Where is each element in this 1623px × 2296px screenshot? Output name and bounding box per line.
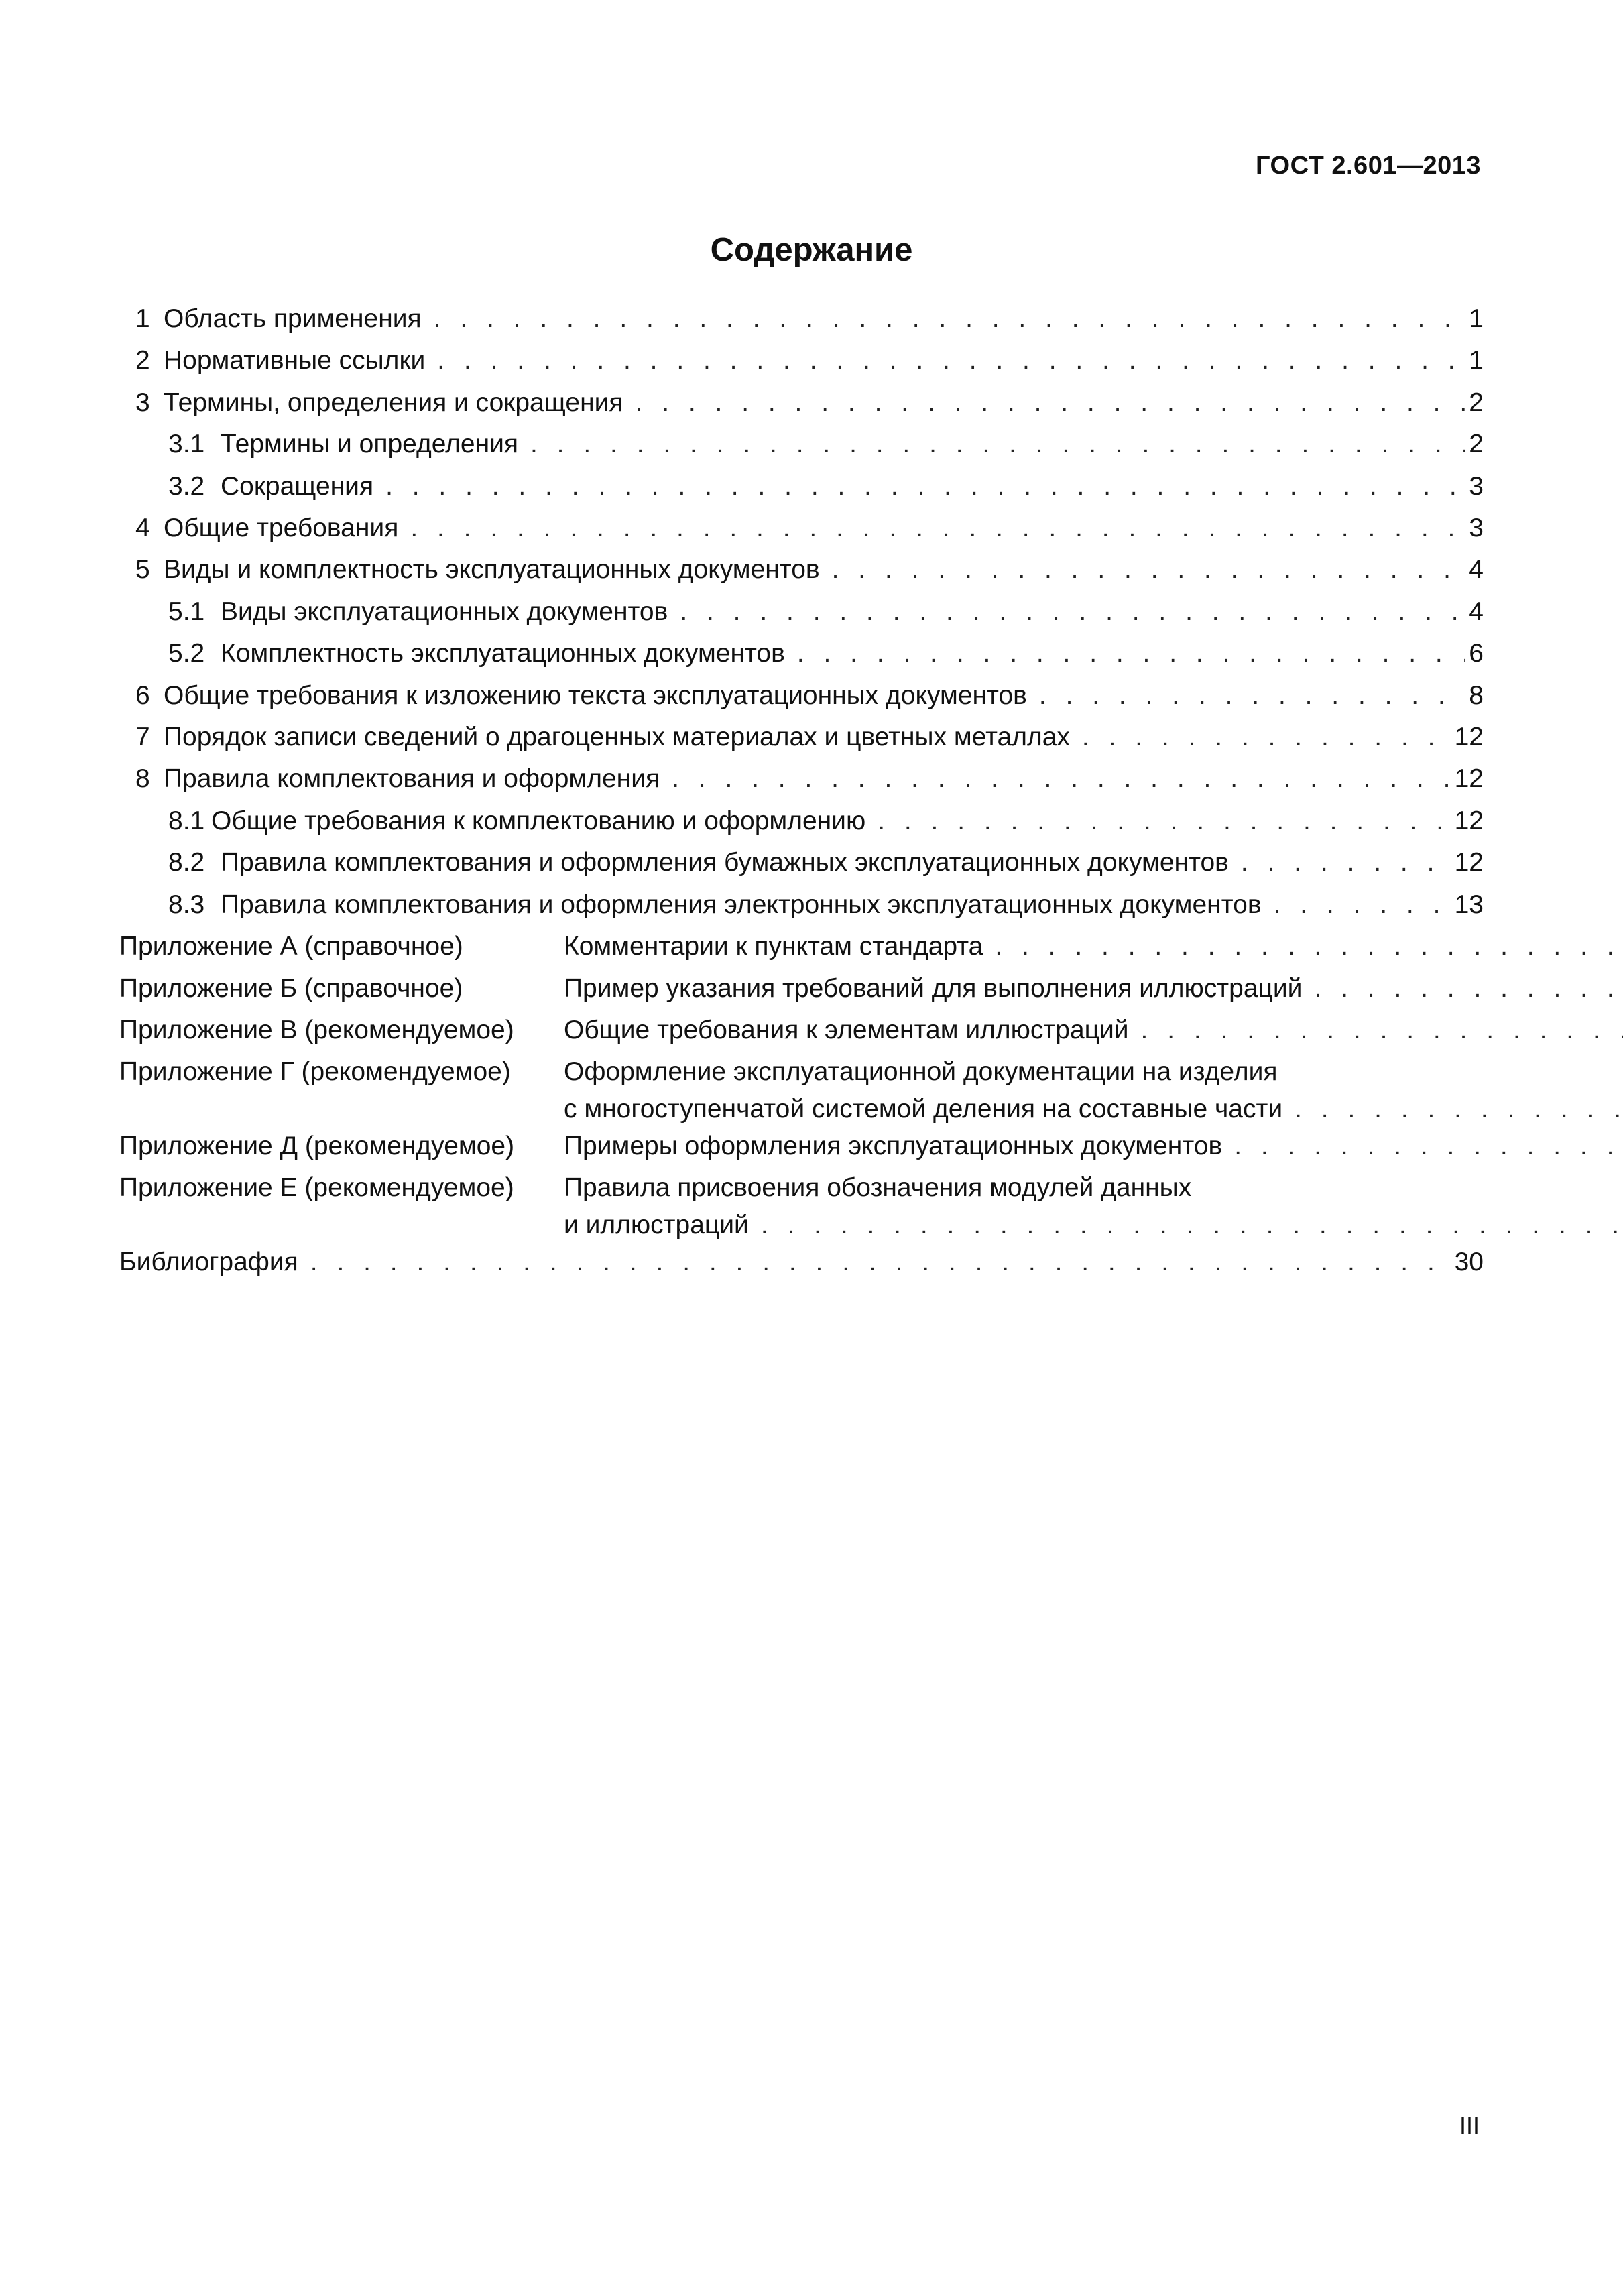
toc-entry-title: Порядок записи сведений о драгоценных материалах и цветных металлах xyxy=(164,723,1070,752)
dot-leader xyxy=(434,298,1465,340)
toc-entry-number: 5 xyxy=(135,555,150,585)
toc-entry-page: 12 xyxy=(1454,848,1484,878)
dot-leader xyxy=(832,549,1465,591)
appendix-label: Приложение Г (рекомендуемое) xyxy=(119,1057,511,1087)
toc-entry-3-2[interactable] xyxy=(119,466,1484,507)
toc-entry-title: Нормативные ссылки xyxy=(164,346,426,375)
toc-bibliography[interactable] xyxy=(119,1242,1484,1283)
toc-entry-2[interactable] xyxy=(119,340,1484,381)
document-code: ГОСТ 2.601—2013 xyxy=(1256,152,1481,180)
dot-leader xyxy=(530,424,1465,465)
dot-leader xyxy=(1141,1010,1623,1051)
toc-entry-number: 3.2 xyxy=(168,471,205,501)
dot-leader xyxy=(680,591,1465,633)
toc-entry-page: 13 xyxy=(1454,890,1484,919)
toc-entry-title: Сокращения xyxy=(221,471,374,501)
toc-appendix-b[interactable] xyxy=(119,968,1484,1010)
dot-leader xyxy=(761,1209,1623,1242)
dot-leader xyxy=(636,382,1465,424)
toc-appendix-a[interactable] xyxy=(119,926,1484,967)
toc-appendix-d[interactable] xyxy=(119,1126,1484,1167)
toc-entry-page: 12 xyxy=(1454,764,1484,794)
dot-leader xyxy=(797,633,1465,674)
toc-entry-title: Виды эксплуатационных документов xyxy=(221,597,668,626)
dot-leader xyxy=(1234,1126,1623,1167)
dot-leader xyxy=(437,340,1465,381)
toc-entry-7[interactable] xyxy=(119,717,1484,758)
toc-entry-3-1[interactable] xyxy=(119,424,1484,465)
dot-leader xyxy=(1241,842,1451,884)
toc-entry-number: 4 xyxy=(135,513,150,543)
page-number: III xyxy=(1459,2112,1480,2139)
toc-title: Содержание xyxy=(710,232,913,268)
toc-entry-number: 8.2 xyxy=(168,848,205,878)
toc-entry-number: 3.1 xyxy=(168,430,205,459)
toc-entry-number: 5.2 xyxy=(168,639,205,668)
dot-leader xyxy=(410,507,1465,549)
toc-entry-page: 4 xyxy=(1469,597,1484,626)
toc-appendix-e[interactable] xyxy=(119,1167,1484,1241)
toc-entry-number: 7 xyxy=(135,723,150,752)
dot-leader xyxy=(1039,675,1465,717)
bibliography-title: Библиография xyxy=(119,1247,298,1276)
appendix-title: Примеры оформления эксплуатационных документов xyxy=(564,1131,1223,1160)
appendix-title: Оформление эксплуатационной документации на изделия xyxy=(564,1057,1278,1087)
appendix-title: Общие требования к элементам иллюстраций xyxy=(564,1015,1129,1044)
toc-entry-8-3[interactable] xyxy=(119,884,1484,926)
toc-entry-5-1[interactable] xyxy=(119,591,1484,633)
toc-entry-title: Правила комплектования и оформления бумажных эксплуатационных документов xyxy=(221,848,1229,878)
toc-entry-8-2[interactable] xyxy=(119,842,1484,884)
toc-entry-5-2[interactable] xyxy=(119,633,1484,674)
table-of-contents xyxy=(119,298,1484,1283)
appendix-title-cont: с многоступенчатой системой деления на составные части xyxy=(564,1094,1283,1124)
toc-entry-8-1[interactable] xyxy=(119,800,1484,842)
toc-entry-number: 1 xyxy=(135,304,150,333)
toc-entry-page: 6 xyxy=(1469,639,1484,668)
toc-entry-page: 12 xyxy=(1454,806,1484,835)
dot-leader xyxy=(1082,717,1451,758)
dot-leader xyxy=(385,466,1465,507)
toc-entry-title: Область применения xyxy=(164,304,422,333)
toc-entry-page: 12 xyxy=(1454,723,1484,752)
toc-entry-number: 5.1 xyxy=(168,597,205,626)
toc-entry-number: 2 xyxy=(135,346,150,375)
appendix-title: Правила присвоения обозначения модулей данных xyxy=(564,1173,1192,1203)
toc-entry-6[interactable] xyxy=(119,675,1484,717)
dot-leader xyxy=(310,1242,1451,1283)
toc-entry-page: 4 xyxy=(1469,555,1484,585)
toc-entry-8[interactable] xyxy=(119,758,1484,800)
appendix-title: Комментарии к пунктам стандарта xyxy=(564,932,983,961)
toc-entry-title: Термины и определения xyxy=(221,430,519,459)
dot-leader xyxy=(878,800,1450,842)
bibliography-page: 30 xyxy=(1454,1247,1484,1276)
toc-entry-page: 2 xyxy=(1469,430,1484,459)
appendix-label: Приложение А (справочное) xyxy=(119,932,463,961)
appendix-label: Приложение В (рекомендуемое) xyxy=(119,1015,514,1044)
dot-leader xyxy=(995,926,1623,967)
appendix-title: Пример указания требований для выполнения иллюстраций xyxy=(564,973,1303,1003)
dot-leader xyxy=(1295,1093,1623,1126)
toc-entry-1[interactable] xyxy=(119,298,1484,340)
toc-entry-number: 8.1 xyxy=(168,806,205,835)
appendix-label: Приложение Д (рекомендуемое) xyxy=(119,1131,515,1160)
toc-entry-page: 3 xyxy=(1469,471,1484,501)
toc-entry-title: Комплектность эксплуатационных документов xyxy=(221,639,785,668)
dot-leader xyxy=(672,758,1451,800)
toc-entry-number: 6 xyxy=(135,680,150,710)
toc-entry-page: 2 xyxy=(1469,387,1484,417)
toc-appendix-v[interactable] xyxy=(119,1010,1484,1051)
appendix-title-cont: и иллюстраций xyxy=(564,1210,749,1240)
toc-entry-page: 1 xyxy=(1469,304,1484,333)
toc-entry-title: Общие требования к изложению текста эксплуатационных документов xyxy=(164,680,1027,710)
toc-entry-number: 8 xyxy=(135,764,150,794)
toc-entry-page: 1 xyxy=(1469,346,1484,375)
toc-entry-title: Термины, определения и сокращения xyxy=(164,387,623,417)
toc-entry-title: Общие требования xyxy=(164,513,399,543)
toc-entry-page: 8 xyxy=(1469,680,1484,710)
toc-entry-title: Виды и комплектность эксплуатационных документов xyxy=(164,555,820,585)
toc-entry-number: 3 xyxy=(135,387,150,417)
dot-leader xyxy=(1314,968,1623,1010)
toc-entry-4[interactable] xyxy=(119,507,1484,549)
toc-entry-page: 3 xyxy=(1469,513,1484,543)
dot-leader xyxy=(1274,884,1451,926)
toc-entry-5[interactable] xyxy=(119,549,1484,591)
toc-entry-3[interactable] xyxy=(119,382,1484,424)
toc-entry-number: 8.3 xyxy=(168,890,205,919)
toc-entry-title: Общие требования к комплектованию и оформлению xyxy=(211,806,866,835)
appendix-label: Приложение Е (рекомендуемое) xyxy=(119,1173,514,1203)
toc-entry-title: Правила комплектования и оформления xyxy=(164,764,660,794)
appendix-label: Приложение Б (справочное) xyxy=(119,973,463,1003)
toc-entry-title: Правила комплектования и оформления электронных эксплуатационных документов xyxy=(221,890,1262,919)
toc-appendix-g[interactable] xyxy=(119,1051,1484,1125)
